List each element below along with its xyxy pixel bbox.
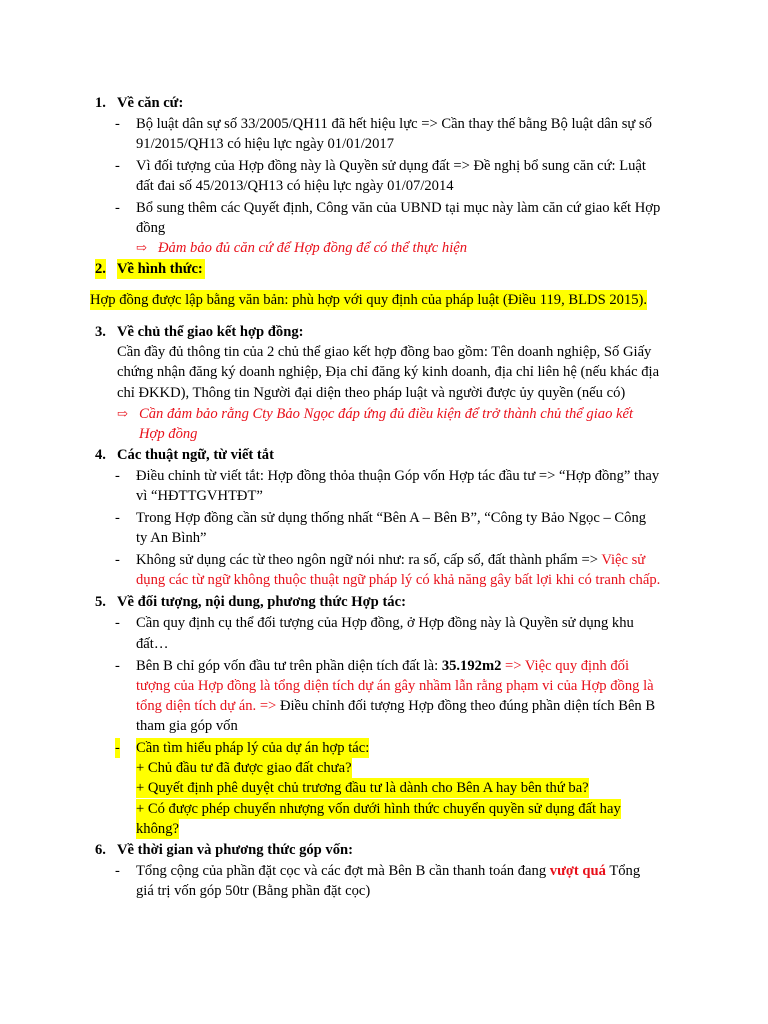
dash-bullet: - (115, 468, 120, 484)
s1-note: Đảm bảo đủ căn cứ để Hợp đồng để có thể thực hiện (158, 240, 468, 256)
exceeds-label: vượt quá (549, 863, 606, 879)
s5-b2-line4: tham gia góp vốn (136, 718, 238, 734)
area-value: 35.192m2 (441, 658, 502, 674)
section-3-number: 3. (95, 324, 106, 340)
s4-b2-line2: ty An Bình” (136, 530, 207, 546)
s5-b2-red3: tổng diện tích dự án. => (136, 698, 277, 714)
section-4-title: Các thuật ngữ, từ viết tắt (117, 447, 274, 463)
s3-body-line3: chỉ ĐKKD), Thông tin Người đại diện theo pháp luật và người được ủy quyền (nếu có) (117, 385, 626, 401)
s1-b3-line2: đồng (136, 220, 166, 236)
s3-note-line2: Hợp đồng (139, 426, 198, 442)
arrow-icon: ⇨ (117, 406, 128, 421)
dash-bullet: - (115, 740, 120, 756)
dash-bullet: - (115, 200, 120, 216)
s5-b2-text: Bên B chỉ góp vốn đầu tư trên phần diện tích đất là: (136, 658, 442, 674)
s3-note-line1: Cần đảm bảo rằng Cty Bảo Ngọc đáp ứng đủ điều kiện để trở thành chủ thể giao kết (139, 406, 634, 422)
s1-b2-line2: đất đai số 45/2013/QH13 có hiệu lực ngày 01/07/2014 (136, 178, 454, 194)
section-4-number: 4. (95, 447, 106, 463)
s3-body-line1: Cần đầy đủ thông tin của 2 chủ thể giao kết hợp đồng bao gồm: Tên doanh nghiệp, Số Giấy (117, 344, 652, 360)
s4-b3-line1 (136, 550, 645, 570)
s4-b3-red: Việc sử (601, 552, 646, 568)
s5-b2-red: => Việc quy định đối (501, 658, 630, 674)
dash-bullet: - (115, 658, 120, 674)
s4-b3-line2: dụng các từ ngữ không thuộc thuật ngữ pháp lý có khả năng gây bất lợi khi có tranh chấp. (136, 572, 661, 588)
section-2-number: 2. (95, 261, 106, 277)
dash-bullet: - (115, 863, 120, 879)
s5-b1-line2: đất… (136, 636, 169, 652)
s1-b1-line2: 91/2015/QH13 có hiệu lực ngày 01/01/2017 (136, 136, 394, 152)
section-6-title: Về thời gian và phương thức góp vốn: (117, 842, 354, 858)
s5-b3-line5: không? (136, 821, 179, 837)
s1-b1-line1: Bộ luật dân sự số 33/2005/QH11 đã hết hiệu lực => Cần thay thế bằng Bộ luật dân sự số (136, 116, 652, 132)
s4-b1-line1: Điều chỉnh từ viết tắt: Hợp đồng thỏa thuận Góp vốn Hợp tác đầu tư => “Hợp đồng” thay (136, 468, 660, 484)
s5-b3-line3: + Quyết định phê duyệt chủ trương đầu tư là dành cho Bên A hay bên thứ ba? (136, 780, 589, 796)
s5-b1-line1: Cần quy định cụ thể đối tượng của Hợp đồng, ở Hợp đồng này là Quyền sử dụng khu (136, 615, 634, 631)
arrow-icon: ⇨ (136, 240, 147, 255)
s5-b2-line3 (136, 696, 655, 716)
section-1-title: Về căn cứ: (117, 95, 184, 111)
section-6-number: 6. (95, 842, 106, 858)
s6-b1-tail: Tổng (605, 863, 641, 879)
s6-b1-line1 (136, 861, 640, 881)
s6-b1-text: Tổng cộng của phần đặt cọc và các đợt mà Bên B cần thanh toán đang (136, 863, 550, 879)
section-2-title: Về hình thức: (117, 261, 203, 277)
s5-b2-line1 (136, 656, 629, 676)
dash-bullet: - (115, 116, 120, 132)
section-5-title: Về đối tượng, nội dung, phương thức Hợp tác: (117, 594, 406, 610)
s5-b3-line1: Cần tìm hiểu pháp lý của dự án hợp tác: (136, 740, 370, 756)
s4-b1-line2: vì “HĐTTGVHTĐT” (136, 488, 263, 504)
s5-b3-line4: + Có được phép chuyển nhượng vốn dưới hình thức chuyển quyền sử dụng đất hay (136, 801, 621, 817)
dash-bullet: - (115, 615, 120, 631)
section-1-number: 1. (95, 95, 106, 111)
section-5-number: 5. (95, 594, 106, 610)
s3-body-line2: chứng nhận đăng ký doanh nghiệp, Địa chỉ đăng ký kinh doanh, địa chỉ liên hệ (nếu khác địa (117, 364, 660, 380)
s1-b2-line1: Vì đối tượng của Hợp đồng này là Quyền sử dụng đất => Đề nghị bổ sung căn cứ: Luật (136, 158, 646, 174)
s1-b3-line1: Bổ sung thêm các Quyết định, Công văn của UBND tại mục này làm căn cứ giao kết Hợp (136, 200, 661, 216)
dash-bullet: - (115, 510, 120, 526)
s2-text: Hợp đồng được lập bằng văn bản: phù hợp với quy định của pháp luật (Điều 119, BLDS 2015). (90, 292, 648, 308)
dash-bullet: - (115, 552, 120, 568)
s6-b1-line2: giá trị vốn góp 50tr (Bằng phần đặt cọc) (136, 883, 371, 899)
dash-bullet: - (115, 158, 120, 174)
s5-b3-line2: + Chủ đầu tư đã được giao đất chưa? (136, 760, 352, 776)
section-3-title: Về chủ thể giao kết hợp đồng: (117, 324, 304, 340)
s5-b2-line2: tượng của Hợp đồng là tổng diện tích dự án gây nhầm lẫn rằng phạm vi của Hợp đồng là (136, 678, 654, 694)
s5-b2-black3: Điều chỉnh đối tượng Hợp đồng theo đúng phần diện tích Bên B (276, 698, 656, 714)
s4-b3-black: Không sử dụng các từ theo ngôn ngữ nói như: ra số, cấp số, đất thành phẩm => (136, 552, 602, 568)
s4-b2-line1: Trong Hợp đồng cần sử dụng thống nhất “Bên A – Bên B”, “Công ty Bảo Ngọc – Công (136, 510, 647, 526)
